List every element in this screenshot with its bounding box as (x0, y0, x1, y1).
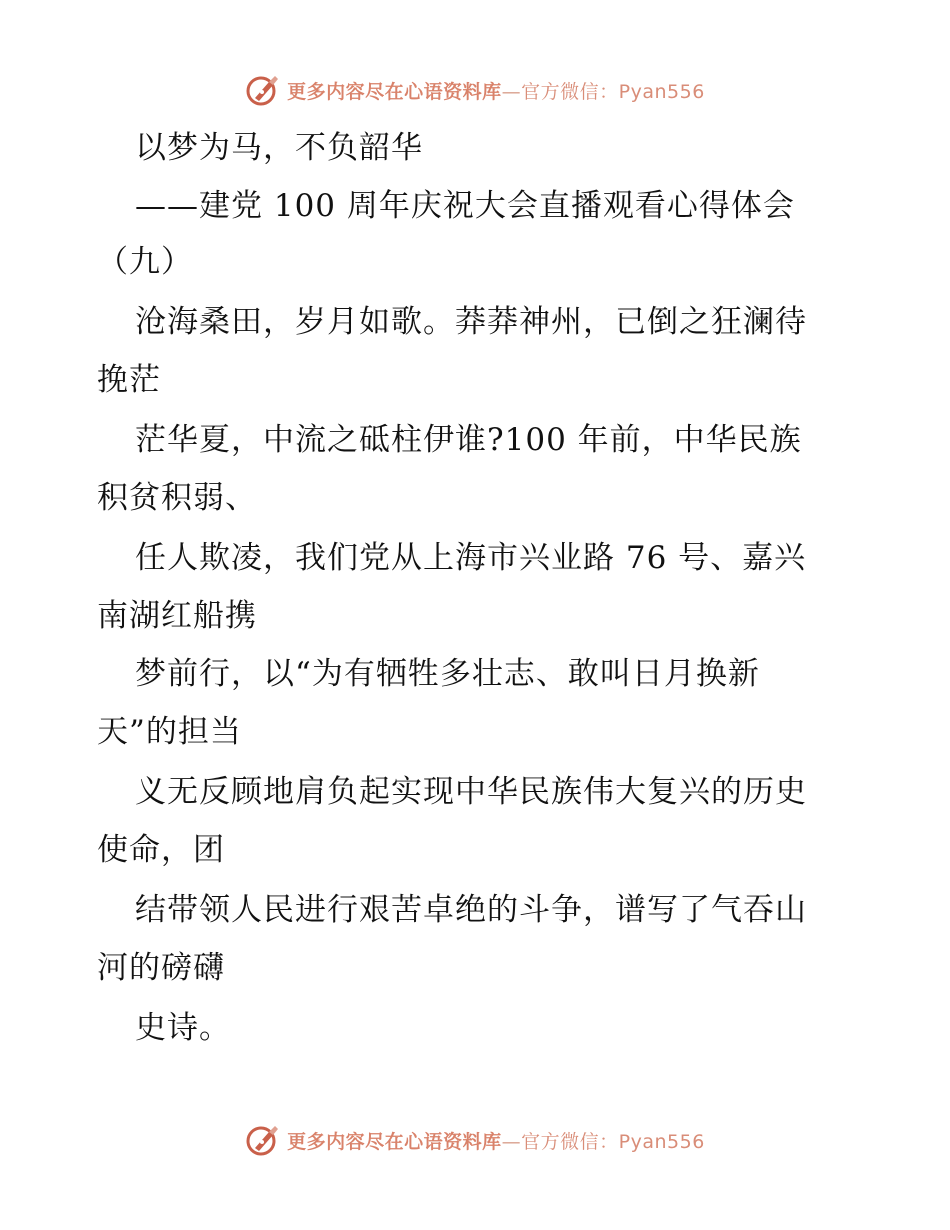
subtitle-continuation: （九） (97, 244, 193, 280)
paragraph-line: 河的磅礴 (97, 950, 225, 986)
subtitle-line: ——建党 100 周年庆祝大会直播观看心得体会 (135, 188, 795, 224)
title-line: 以梦为马，不负韶华 (135, 130, 423, 166)
pen-nib-seal-icon (245, 72, 281, 108)
watermark-sub-text: 官方微信：Pyan556 (521, 80, 705, 103)
footer-watermark (0, 1120, 950, 1160)
paragraph-line: 沧海桑田，岁月如歌。莽莽神州，已倒之狂澜待 (135, 304, 807, 340)
watermark-dash: — (501, 80, 522, 103)
watermark-main-text: 更多内容尽在心语资料库 (287, 80, 502, 103)
watermark-dash: — (501, 1130, 522, 1153)
header-watermark (0, 70, 950, 110)
watermark-main-text: 更多内容尽在心语资料库 (287, 1130, 502, 1153)
pen-nib-seal-icon (245, 1122, 281, 1158)
paragraph-line: 任人欺凌，我们党从上海市兴业路 76 号、嘉兴 (135, 540, 807, 576)
paragraph-line: 梦前行，以“为有牺牲多壮志、敢叫日月换新 (135, 656, 760, 692)
paragraph-line: 义无反顾地肩负起实现中华民族伟大复兴的历史 (135, 774, 807, 810)
watermark-text (287, 77, 705, 104)
paragraph-line: 茫华夏，中流之砥柱伊谁?100 年前，中华民族 (135, 422, 802, 458)
watermark-text (287, 1127, 705, 1154)
paragraph-line: 天”的担当 (97, 714, 242, 750)
paragraph-line: 结带领人民进行艰苦卓绝的斗争，谱写了气吞山 (135, 892, 807, 928)
watermark-sub-text: 官方微信：Pyan556 (521, 1130, 705, 1153)
paragraph-line: 积贫积弱、 (97, 480, 257, 516)
paragraph-line: 使命，团 (97, 832, 225, 868)
paragraph-line: 挽茫 (97, 362, 161, 398)
paragraph-line: 南湖红船携 (97, 598, 257, 634)
paragraph-line: 史诗。 (135, 1010, 231, 1046)
